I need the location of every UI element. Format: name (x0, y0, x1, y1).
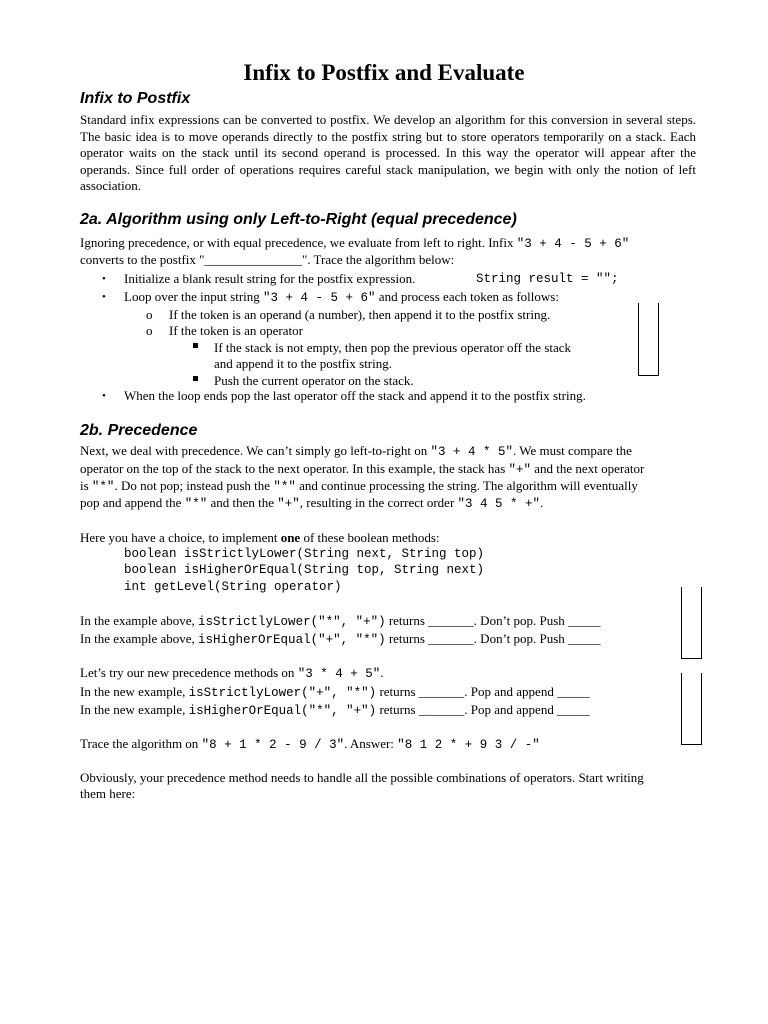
trace-line: Trace the algorithm on "8 + 1 * 2 - 9 / 3". Answer: "8 1 2 * + 9 3 / -" (80, 736, 540, 752)
page-title: Infix to Postfix and Evaluate (243, 60, 525, 85)
bullet-icon: • (102, 390, 106, 402)
intro-paragraph: Standard infix expressions can be converted to postfix. We develop an algorithm for this conversion in several steps. The basic idea is to move operands directly to the postfix string but to store operators temporarily on a stack. Each operator waits on the stack until its second operand is processed. In this way the operator will appear after the operands. Since full order of operations requires careful stack manipulation, we begin with only the notion of left association. (80, 112, 696, 193)
bullet-icon: • (102, 291, 106, 303)
obviously-line-1: Obviously, your precedence method needs to handle all the possible combinations of operators. Start writing (80, 770, 644, 785)
bullet-initialize: Initialize a blank result string for the postfix expression. (124, 271, 416, 286)
bullet-icon: • (102, 273, 106, 285)
sub-bullet-operator: If the token is an operator (169, 323, 303, 338)
circle-bullet-icon: o (146, 307, 153, 322)
new-example-line-1: In the new example, isStrictlyLower("+", "*") returns _______. Pop and append _____ (80, 684, 590, 700)
bullet-loop: Loop over the input string "3 + 4 - 5 + 6" and process each token as follows: (124, 289, 559, 305)
infix-expression: "3 + 4 - 5 + 6" (516, 237, 630, 251)
obviously-line-2: them here: (80, 786, 136, 801)
method-is-strictly-lower: boolean isStrictlyLower(String next, String top) (124, 547, 485, 561)
section-heading-infix-to-postfix: Infix to Postfix (80, 90, 191, 107)
square-bullet-icon (193, 376, 198, 381)
code-string-result: String result = ""; (476, 272, 619, 286)
sub-sub-bullet-push: Push the current operator on the stack. (214, 373, 414, 388)
choice-line: Here you have a choice, to implement one of these boolean methods: (80, 530, 440, 545)
sub-sub-bullet-pop: If the stack is not empty, then pop the previous operator off the stack (214, 340, 572, 355)
example-line-1: In the example above, isStrictlyLower("*", "+") returns _______. Don’t pop. Push _____ (80, 613, 601, 629)
circle-bullet-icon: o (146, 323, 153, 338)
section-heading-2b: 2b. Precedence (80, 422, 198, 439)
sec2b-line-3: is "*". Do not pop; instead push the "*" and continue processing the string. The algorithm will eventually (80, 478, 638, 494)
postfix-blank: _______________ (204, 252, 302, 267)
sec2a-line-2: converts to the postfix "_______________". Trace the algorithm below: (80, 252, 455, 267)
section-heading-2a: 2a. Algorithm using only Left-to-Right (equal precedence) (80, 211, 517, 228)
example-line-2: In the example above, isHigherOrEqual("+", "*") returns _______. Don’t pop. Push _____ (80, 631, 601, 647)
stack-diagram (681, 587, 702, 659)
square-bullet-icon (193, 343, 198, 348)
new-example-line-2: In the new example, isHigherOrEqual("*", "+") returns _______. Pop and append _____ (80, 702, 590, 718)
sec2b-line-1: Next, we deal with precedence. We can’t simply go left-to-right on "3 + 4 * 5". We must compare the (80, 443, 632, 459)
bullet-loop-ends: When the loop ends pop the last operator off the stack and append it to the postfix string. (124, 388, 586, 403)
sub-bullet-operand: If the token is an operand (a number), then append it to the postfix string. (169, 307, 551, 322)
sec2b-line-4: pop and append the "*" and then the "+", resulting in the correct order "3 4 5 * +". (80, 495, 544, 511)
sec2b-line-2: operator on the top of the stack to the next operator. In this example, the stack has "+" and the next operator (80, 461, 645, 477)
method-get-level: int getLevel(String operator) (124, 580, 342, 594)
sub-sub-bullet-pop-cont: and append it to the postfix string. (214, 356, 393, 371)
stack-diagram (681, 673, 702, 745)
try-line: Let’s try our new precedence methods on "3 * 4 + 5". (80, 665, 384, 681)
stack-diagram (638, 303, 659, 376)
method-is-higher-or-equal: boolean isHigherOrEqual(String top, String next) (124, 563, 485, 577)
sec2a-line-1: Ignoring precedence, or with equal precedence, we evaluate from left to right. Infix "3 + 4 - 5 + 6" (80, 235, 630, 251)
